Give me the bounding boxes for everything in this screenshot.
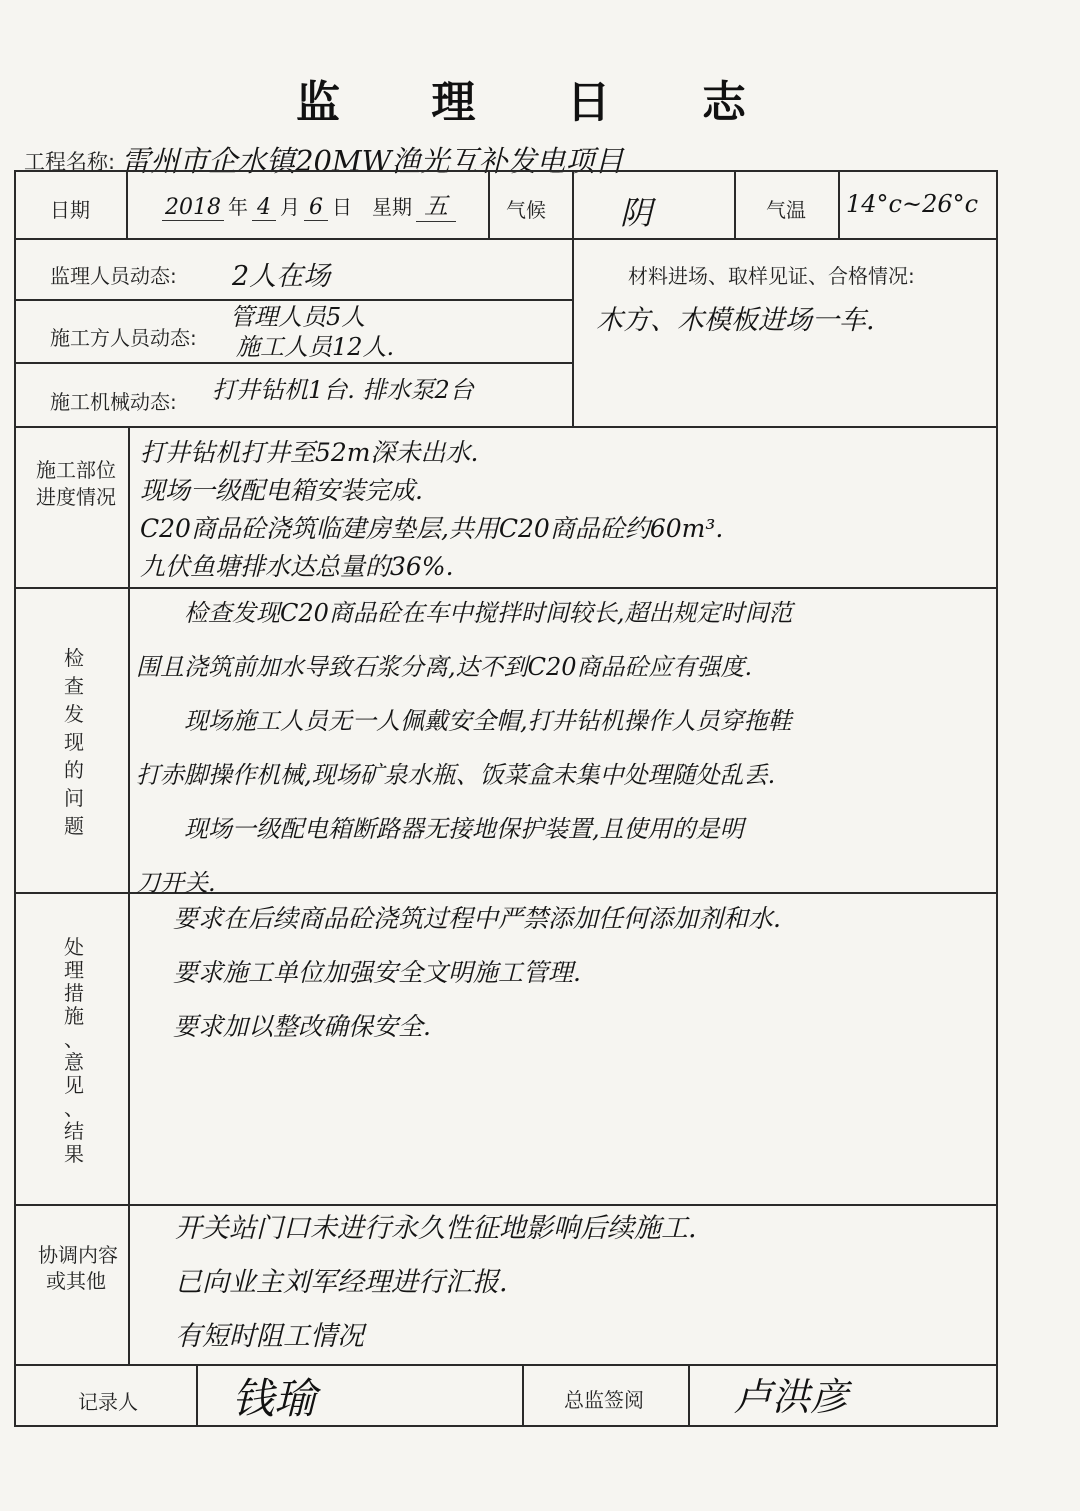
weather-label: 气候: [506, 198, 546, 222]
col-divider: [522, 1364, 524, 1427]
col-divider: [688, 1364, 690, 1427]
project-label: 工程名称:: [24, 150, 116, 174]
row-divider: [16, 299, 572, 301]
row-divider: [16, 426, 996, 428]
log-table: [14, 170, 998, 1427]
issues-line: 刀开关.: [136, 869, 216, 897]
measures-line: 要求在后续商品砼浇筑过程中严禁添加任何添加剂和水.: [148, 904, 781, 933]
weather-value: 阴: [620, 194, 653, 232]
progress-content: [140, 434, 723, 586]
page-title: 监 理 日 志: [296, 77, 784, 128]
row-divider: [16, 1364, 996, 1366]
materials-label: 材料进场、取样见证、合格情况:: [628, 264, 915, 288]
recorder-label: 记录人: [78, 1390, 138, 1414]
contractor-staff-line: 管理人员5人: [230, 303, 366, 331]
measures-line: 要求施工单位加强安全文明施工管理.: [148, 958, 581, 987]
progress-section-label: 施工部位 进度情况: [36, 458, 116, 509]
issues-line: 围且浇筑前加水导致石浆分离,达不到C20商品砼应有强度.: [136, 653, 753, 681]
date-month-unit: 月: [280, 195, 300, 219]
chief-supervisor-label: 总监签阅: [564, 1388, 644, 1412]
contractor-staff-line: 施工人员12人.: [236, 333, 395, 361]
progress-line: 现场一级配电箱安装完成.: [140, 476, 423, 505]
measures-line: 要求加以整改确保安全.: [148, 1012, 431, 1041]
temperature-value: 14°c~26°c: [846, 190, 979, 218]
issues-content: [136, 586, 793, 910]
temperature-label: 气温: [766, 198, 806, 222]
recorder-signature: 钱瑜: [232, 1374, 317, 1423]
issues-line: 现场施工人员无一人佩戴安全帽,打井钻机操作人员穿拖鞋: [136, 707, 792, 735]
measures-section-label: 处 理 措 施 、 意 见 、 结 果: [64, 935, 84, 1166]
date-day: 6: [304, 195, 328, 221]
col-divider: [196, 1364, 198, 1427]
date-field: [162, 186, 456, 222]
coordination-section-label: 协调内容 或其他: [38, 1243, 118, 1293]
date-label: 日期: [50, 198, 90, 222]
measures-content: [148, 892, 781, 1054]
date-year-unit: 年: [228, 195, 248, 219]
date-month: 4: [252, 195, 276, 221]
coordination-line: 开关站门口未进行永久性征地影响后续施工.: [148, 1213, 697, 1244]
project-name: 雷州市企水镇20MW渔光互补发电项目: [121, 144, 624, 178]
col-divider: [126, 172, 128, 238]
materials-value: 木方、木模板进场一车.: [596, 305, 875, 336]
supervisor-staff-label: 监理人员动态:: [50, 264, 177, 288]
issues-section-label: 检 查 发 现 的 问 题: [64, 646, 84, 838]
col-divider: [128, 426, 130, 1364]
contractor-staff-label: 施工方人员动态:: [50, 326, 197, 350]
date-year: 2018: [162, 195, 224, 221]
machinery-label: 施工机械动态:: [50, 390, 177, 414]
progress-line: 九伏鱼塘排水达总量的36%.: [140, 552, 454, 581]
col-divider: [488, 172, 490, 238]
col-divider: [734, 172, 736, 238]
progress-line: 打井钻机打井至52m深未出水.: [140, 438, 479, 467]
col-divider: [838, 172, 840, 238]
weekday-value: 五: [416, 186, 456, 222]
machinery-value: 打井钻机1台. 排水泵2台: [212, 376, 474, 404]
coordination-line: 有短时阻工情况: [148, 1321, 364, 1352]
col-divider: [572, 172, 574, 426]
contractor-staff-value: [230, 302, 394, 362]
chief-supervisor-signature: 卢洪彦: [734, 1375, 849, 1419]
coordination-content: [148, 1202, 697, 1364]
row-divider: [16, 362, 572, 364]
issues-line: 现场一级配电箱断路器无接地保护装置,且使用的是明: [136, 815, 744, 843]
issues-line: 检查发现C20商品砼在车中搅拌时间较长,超出规定时间范: [136, 599, 793, 627]
row-divider: [16, 238, 996, 240]
coordination-line: 已向业主刘军经理进行汇报.: [148, 1267, 508, 1298]
supervisor-staff-value: 2人在场: [232, 261, 331, 292]
progress-line: C20商品砼浇筑临建房垫层,共用C20商品砼约60m³.: [140, 514, 724, 543]
date-day-unit: 日: [332, 195, 352, 219]
weekday-label: 星期: [372, 195, 412, 219]
issues-line: 打赤脚操作机械,现场矿泉水瓶、饭菜盒未集中处理随处乱丢.: [136, 761, 776, 789]
